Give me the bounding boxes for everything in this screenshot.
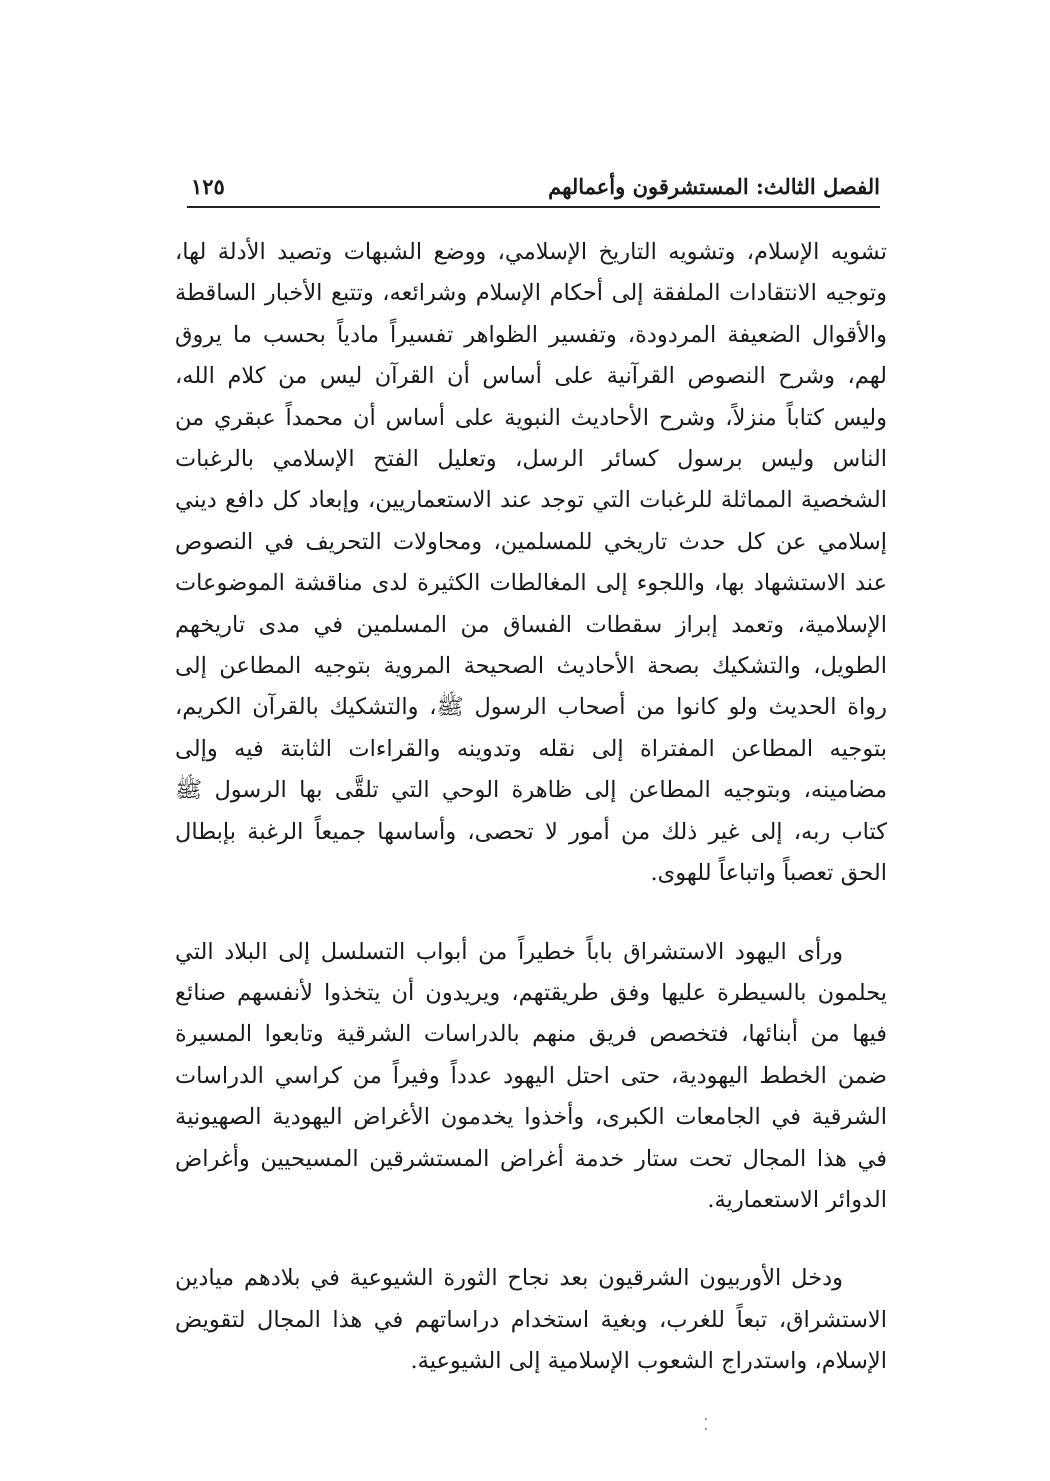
chapter-title: الفصل الثالث: المستشرقون وأعمالهم [548,174,880,199]
scan-speck [705,1428,707,1430]
paragraph-2: ورأى اليهود الاستشراق باباً خطيراً من أبواب التسلسل إلى البلاد التي يحلمون بالسيطرة عليها وفق طريقتهم، ويريدون أن يتخذوا لأنفسهم صنائع فيها من أبنائها، فتخصص فريق منهم بالدراسات الشرقية وتابعوا المسيرة ضمن الخطط اليهودية، حتى احتل اليهود عدداً وفيراً من كراسي الدراسات الشرقية في الجامعات الكبرى، وأخذوا يخدمون الأغراض اليهودية الصهيونية في هذا المجال تحت ستار خدمة أغراض المستشرقين المسيحيين وأغراض الدوائر الاستعمارية. [175,938,887,1213]
body-text [175,232,887,1383]
page-header [187,170,880,206]
scan-speck [705,1418,707,1420]
page-number: ١٢٥ [191,174,225,199]
header-divider [187,206,880,208]
paragraph-1: تشويه الإسلام، وتشويه التاريخ الإسلامي، ووضع الشبهات وتصيد الأدلة لها، وتوجيه الانتقادات الملفقة إلى أحكام الإسلام وشرائعه، وتتبع الأخبار الساقطة والأقوال الضعيفة المردودة، وتفسير الظواهر تفسيراً مادياً بحسب ما يروق لهم، وشرح النصوص القرآنية على أساس أن القرآن ليس من كلام الله، وليس كتاباً منزلاً، وشرح الأحاديث النبوية على أساس أن محمداً عبقري من الناس وليس برسول كسائر الرسل، وتعليل الفتح الإسلامي بالرغبات الشخصية المماثلة للرغبات التي توجد عند الاستعماريين، وإبعاد كل دافع ديني إسلامي عن كل حدث تاريخي للمسلمين، ومحاولات التحريف في النصوص عند الاستشهاد بها، واللجوء إلى المغالطات الكثيرة لدى مناقشة الموضوعات الإسلامية، وتعمد إبراز سقطات الفساق من المسلمين في مدى تاريخهم الطويل، والتشكيك بصحة الأحاديث الصحيحة المروية بتوجيه المطاعن إلى رواة الحديث ولو كانوا من أصحاب الرسول ﷺ، والتشكيك بالقرآن الكريم، بتوجيه المطاعن المفتراة إلى نقله وتدوينه والقراءات الثابتة فيه وإلى مضامينه، وبتوجيه المطاعن إلى ظاهرة الوحي التي تلقَّى بها الرسول ﷺ كتاب ربه، إلى غير ذلك من أمور لا تحصى، وأساسها جميعاً الرغبة بإبطال الحق تعصباً واتباعاً للهوى. [175,239,887,887]
paragraph-3: ودخل الأوربيون الشرقيون بعد نجاح الثورة الشيوعية في بلادهم ميادين الاستشراق، تبعاً للغرب، وبغية استخدام دراساتهم في هذا المجال لتقويض الإسلام، واستدراج الشعوب الإسلامية إلى الشيوعية. [175,1265,887,1375]
